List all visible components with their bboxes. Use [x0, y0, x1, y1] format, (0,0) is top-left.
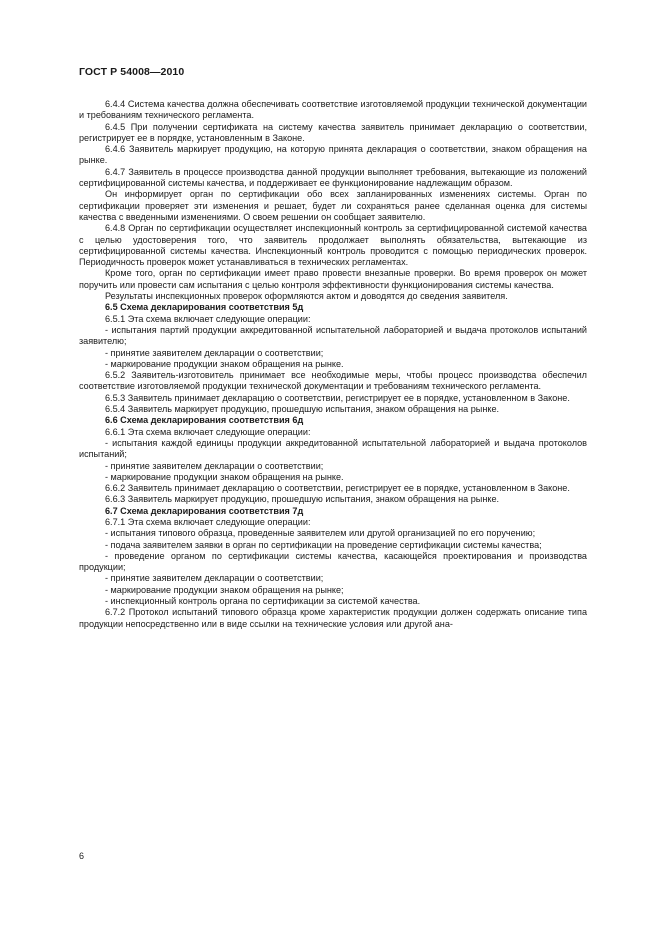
- paragraph-6-4-4: 6.4.4 Система качества должна обеспечивать соответствие изготовляемой продукции технической документации и требованиям технического регламента.: [79, 99, 587, 121]
- list-item: - маркирование продукции знаком обращения на рынке.: [105, 358, 344, 369]
- paragraph-6-6-2: 6.6.2 Заявитель принимает декларацию о соответствии, регистрирует ее в порядке, установленном в Законе.: [105, 483, 570, 494]
- list-item: - инспекционный контроль органа по сертификации за системой качества.: [105, 596, 421, 607]
- paragraph-6-5-4: 6.5.4 Заявитель маркирует продукцию, прошедшую испытания, знаком обращения на рынке.: [105, 404, 500, 415]
- paragraph-6-5-3: 6.5.3 Заявитель принимает декларацию о соответствии, регистрирует ее в порядке, установленном в Законе.: [105, 392, 570, 403]
- paragraph-6-4-7-cont: Он информирует орган по сертификации обо всех запланированных изменениях системы. Орган по сертификации проверяет эти изменения и решает, будет ли сохраняться ранее сделанная оценка для системы качества с введенными изменениями. О своем решении он сообщает заявителю.: [79, 189, 587, 222]
- list-item: - испытания типового образца, проведенные заявителем или другой организацией по его поручению;: [105, 528, 536, 539]
- list-item: - принятие заявителем декларации о соответствии;: [105, 347, 324, 358]
- page-number: 6: [79, 851, 85, 861]
- page-header-title: ГОСТ Р 54008—2010: [79, 66, 185, 78]
- list-item: - испытания каждой единицы продукции аккредитованной испытательной лабораторией и выдача протоколов испытаний;: [79, 437, 587, 460]
- paragraph-6-4-8-cont: Кроме того, орган по сертификации имеет право провести внезапные проверки. Во время проверок он может поручить или провести сам испытания с целью контроля эффективности функционирования системы качества.: [79, 268, 587, 290]
- paragraph-6-5-1: 6.5.1 Эта схема включает следующие операции:: [105, 313, 311, 324]
- list-item: - маркирование продукции знаком обращения на рынке.: [105, 471, 344, 482]
- paragraph-6-7-1: 6.7.1 Эта схема включает следующие операции:: [105, 516, 311, 527]
- list-item: - испытания партий продукции аккредитованной испытательной лабораторией и выдача протоколов испытаний заявителю;: [79, 324, 587, 347]
- list-item: - подача заявителем заявки в орган по сертификации на проведение сертификации системы качества;: [105, 539, 542, 550]
- paragraph-6-5-2: 6.5.2 Заявитель-изготовитель принимает все необходимые меры, чтобы процесс производства обеспечил соответствие изготовляемой продукции технической документации и требованиям технического регламента.: [79, 370, 587, 392]
- section-heading-6-6: 6.6 Схема декларирования соответствия 6д: [105, 415, 304, 426]
- section-heading-6-5: 6.5 Схема декларирования соответствия 5д: [105, 302, 304, 313]
- paragraph-6-4-6: 6.4.6 Заявитель маркирует продукцию, на которую принята декларация о соответствии, знаком обращения на рынке.: [79, 144, 587, 166]
- paragraph-6-4-8-results: Результаты инспекционных проверок оформляются актом и доводятся до сведения заявителя.: [105, 291, 508, 302]
- list-item: - проведение органом по сертификации системы качества, касающейся проектирования и производства продукции;: [79, 550, 587, 573]
- paragraph-6-7-2: 6.7.2 Протокол испытаний типового образца кроме характеристик продукции должен содержать описание типа продукции непосредственно или в виде ссылки на технические условия или другой ана-: [79, 607, 587, 629]
- paragraph-6-6-3: 6.6.3 Заявитель маркирует продукцию, прошедшую испытания, знаком обращения на рынке.: [105, 494, 500, 505]
- list-item: - принятие заявителем декларации о соответствии;: [105, 573, 324, 584]
- paragraph-6-4-8: 6.4.8 Орган по сертификации осуществляет инспекционный контроль за сертифицированной системой качества с целью удостоверения того, что заявитель продолжает выполнять обязательства, вытекающие из сертифицированной системы качества. Инспекционный контроль проводится с помощью периодических проверок. Периодичность проверок может устанавливаться в технических регламентах.: [79, 223, 587, 268]
- list-item: - маркирование продукции знаком обращения на рынке;: [105, 584, 344, 595]
- paragraph-6-4-5: 6.4.5 При получении сертификата на систему качества заявитель принимает декларацию о соответствии, регистрирует ее в порядке, установленным в Законе.: [79, 121, 587, 143]
- paragraph-6-4-7: 6.4.7 Заявитель в процессе производства данной продукции выполняет требования, вытекающие из положений сертифицированной системы качества, и поддерживает ее функционирование надлежащим образом.: [79, 166, 587, 189]
- list-item: - принятие заявителем декларации о соответствии;: [105, 460, 324, 471]
- document-body: [79, 99, 587, 630]
- paragraph-6-6-1: 6.6.1 Эта схема включает следующие операции:: [105, 426, 311, 437]
- section-heading-6-7: 6.7 Схема декларирования соответствия 7д: [105, 505, 304, 516]
